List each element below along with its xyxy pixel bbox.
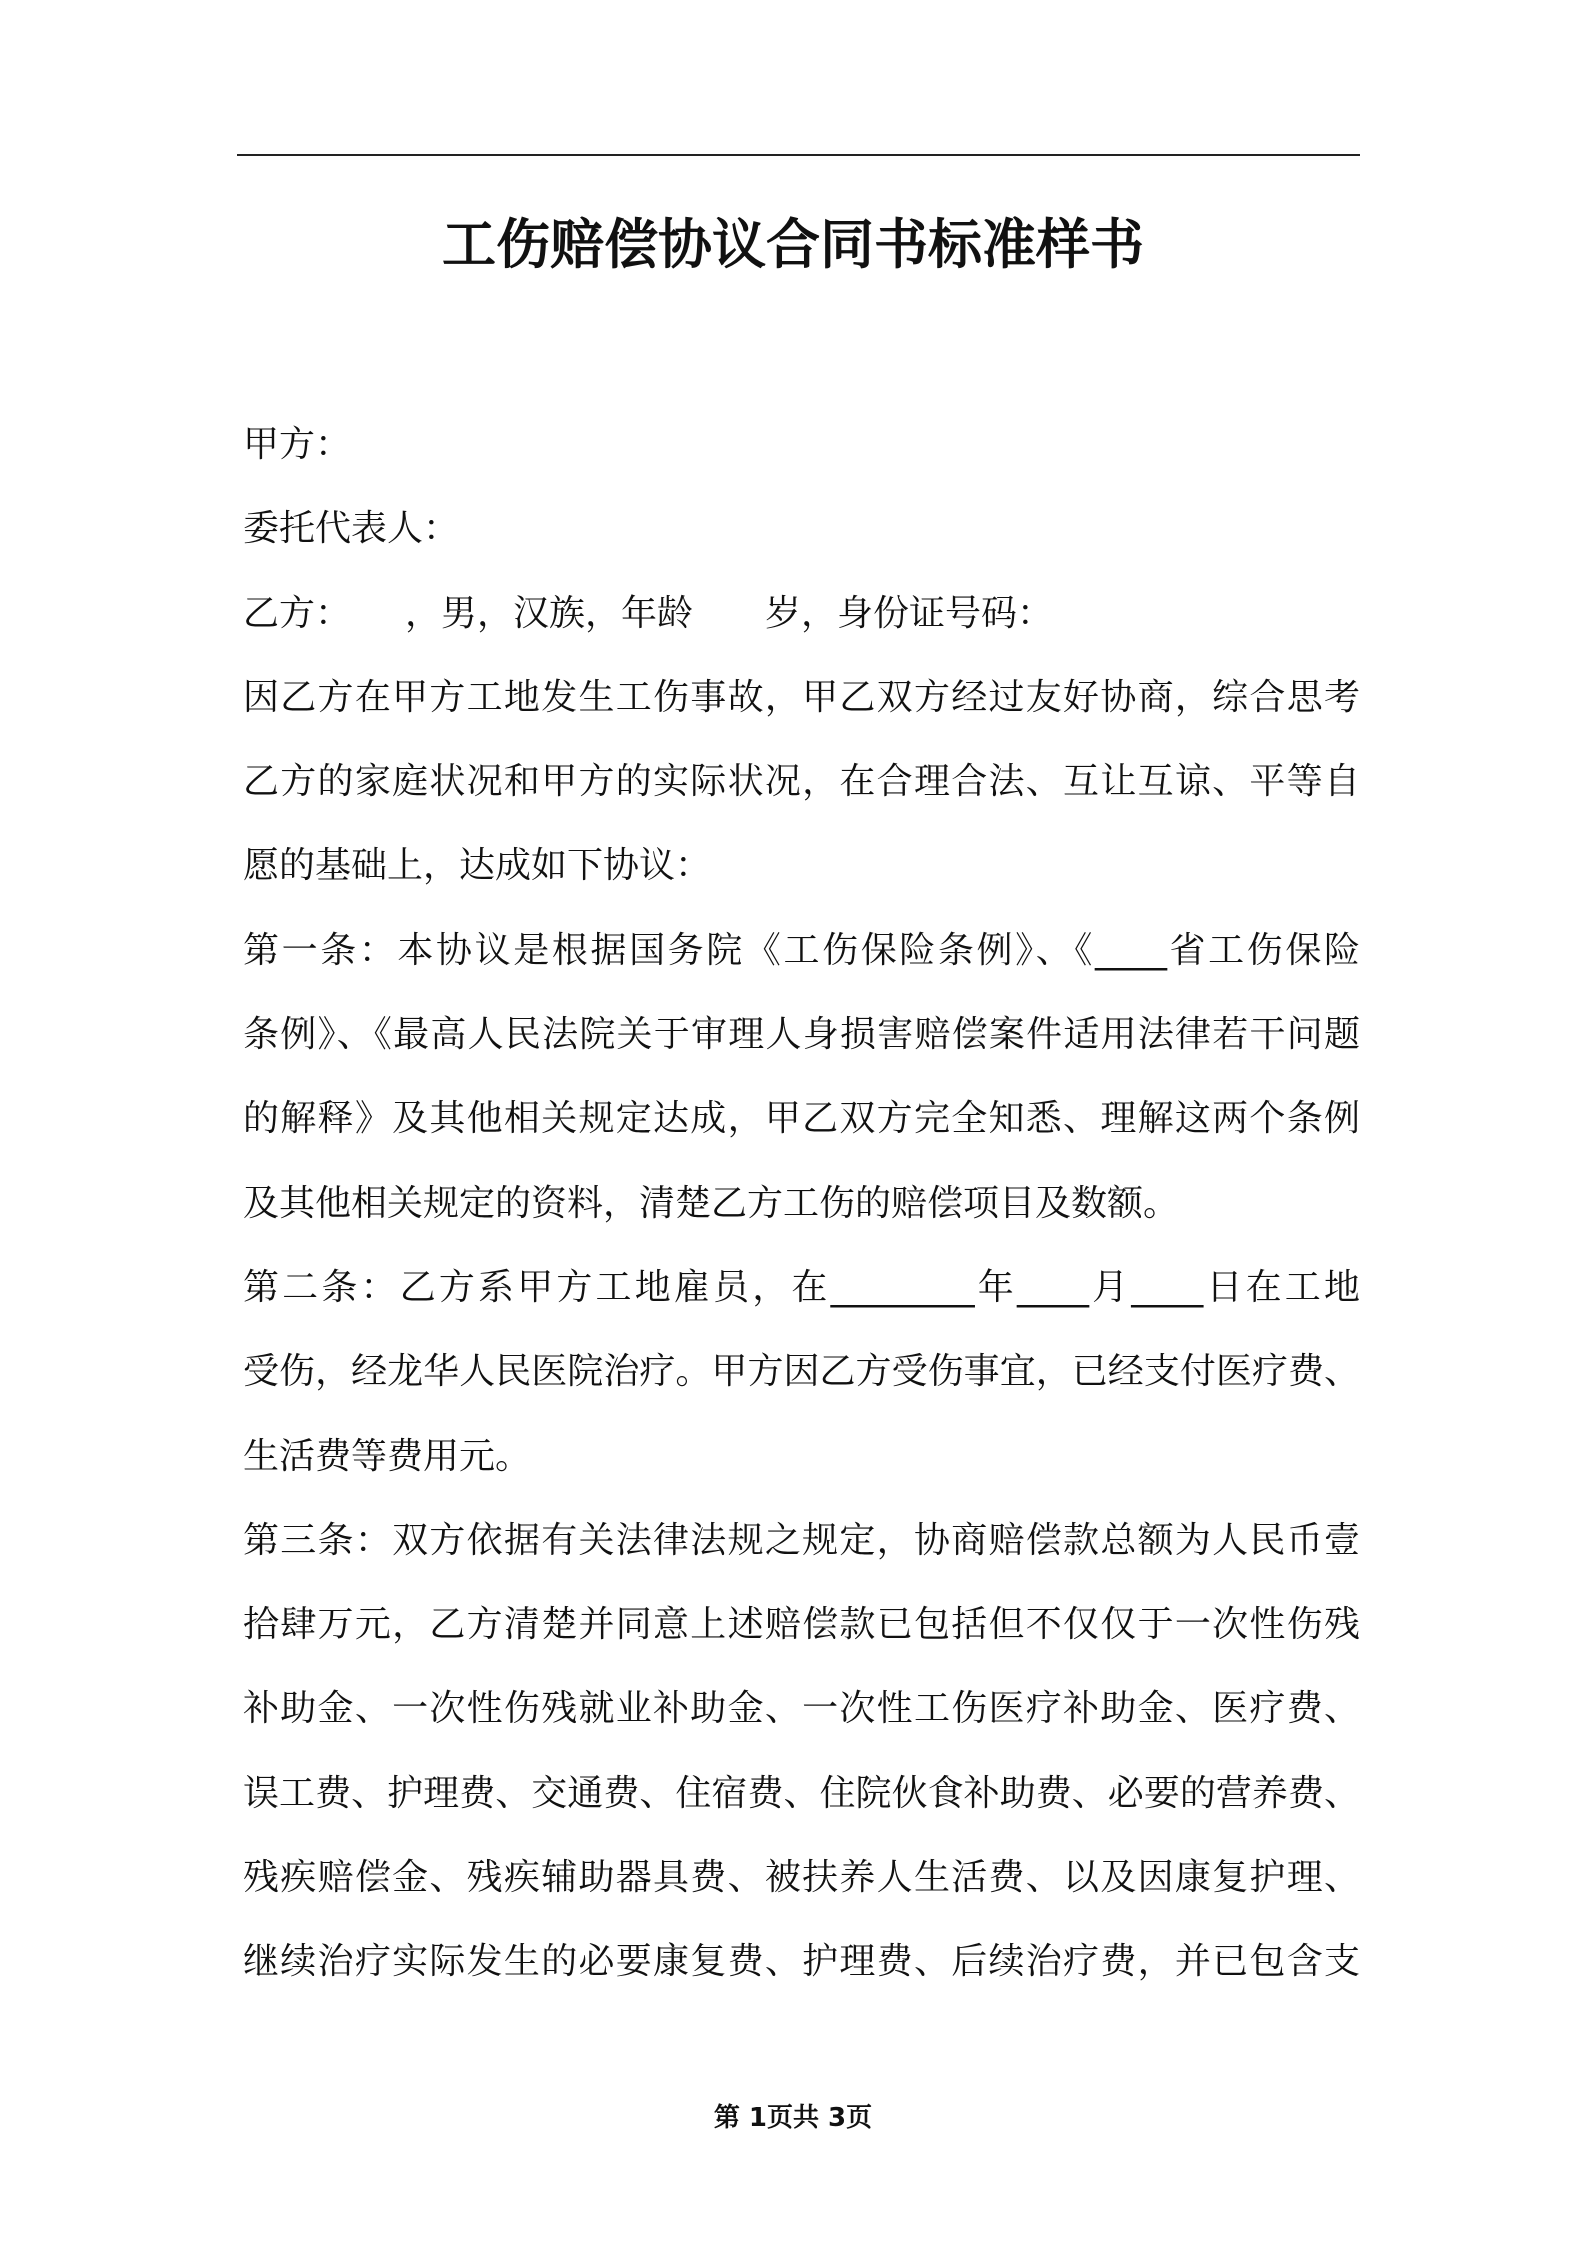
representative-line: 委托代表人：	[243, 508, 460, 550]
article-2-line: 生活费等费用元。	[243, 1435, 532, 1477]
document-body	[243, 403, 1360, 2005]
article-3-line: 第三条：双方依据有关法律法规之规定，协商赔偿款总额为人民币壹	[243, 1519, 1360, 1561]
article-2-line: 第二条：乙方系甲方工地雇员，在________年____月____日在工地	[243, 1266, 1360, 1308]
party-a-line: 甲方：	[243, 424, 352, 465]
article-1-line: 条例》、《最高人民法院关于审理人身损害赔偿案件适用法律若干问题	[243, 1014, 1360, 1056]
document-title: 工伤赔偿协议合同书标准样书	[442, 213, 1144, 276]
article-3-line: 继续治疗实际发生的必要康复费、护理费、后续治疗费，并已包含支	[243, 1941, 1360, 1983]
page-number: 第 1页共 3页	[713, 2103, 873, 2133]
article-2-line: 受伤，经龙华人民医院治疗。甲方因乙方受伤事宜，已经支付医疗费、	[243, 1351, 1360, 1393]
header-rule	[237, 154, 1360, 156]
article-1-line: 及其他相关规定的资料，清楚乙方工伤的赔偿项目及数额。	[243, 1182, 1180, 1224]
article-3-line: 拾肆万元，乙方清楚并同意上述赔偿款已包括但不仅仅于一次性伤残	[243, 1604, 1360, 1646]
paragraph-line: 因乙方在甲方工地发生工伤事故，甲乙双方经过友好协商，综合思考	[243, 676, 1360, 718]
article-1-line: 的解释》及其他相关规定达成，甲乙双方完全知悉、理解这两个条例	[243, 1098, 1360, 1140]
article-3-line: 残疾赔偿金、残疾辅助器具费、被扶养人生活费、以及因康复护理、	[243, 1857, 1360, 1899]
article-1-line: 第一条：本协议是根据国务院《工伤保险条例》、《____省工伤保险	[243, 929, 1360, 971]
article-3-line: 补助金、一次性伤残就业补助金、一次性工伤医疗补助金、医疗费、	[243, 1688, 1360, 1730]
paragraph-line: 愿的基础上，达成如下协议：	[243, 845, 712, 887]
party-b-line: 乙方： ，男，汉族，年龄 岁，身份证号码：	[243, 592, 1054, 634]
article-3-line: 误工费、护理费、交通费、住宿费、住院伙食补助费、必要的营养费、	[243, 1772, 1360, 1814]
paragraph-line: 乙方的家庭状况和甲方的实际状况，在合理合法、互让互谅、平等自	[243, 761, 1360, 803]
